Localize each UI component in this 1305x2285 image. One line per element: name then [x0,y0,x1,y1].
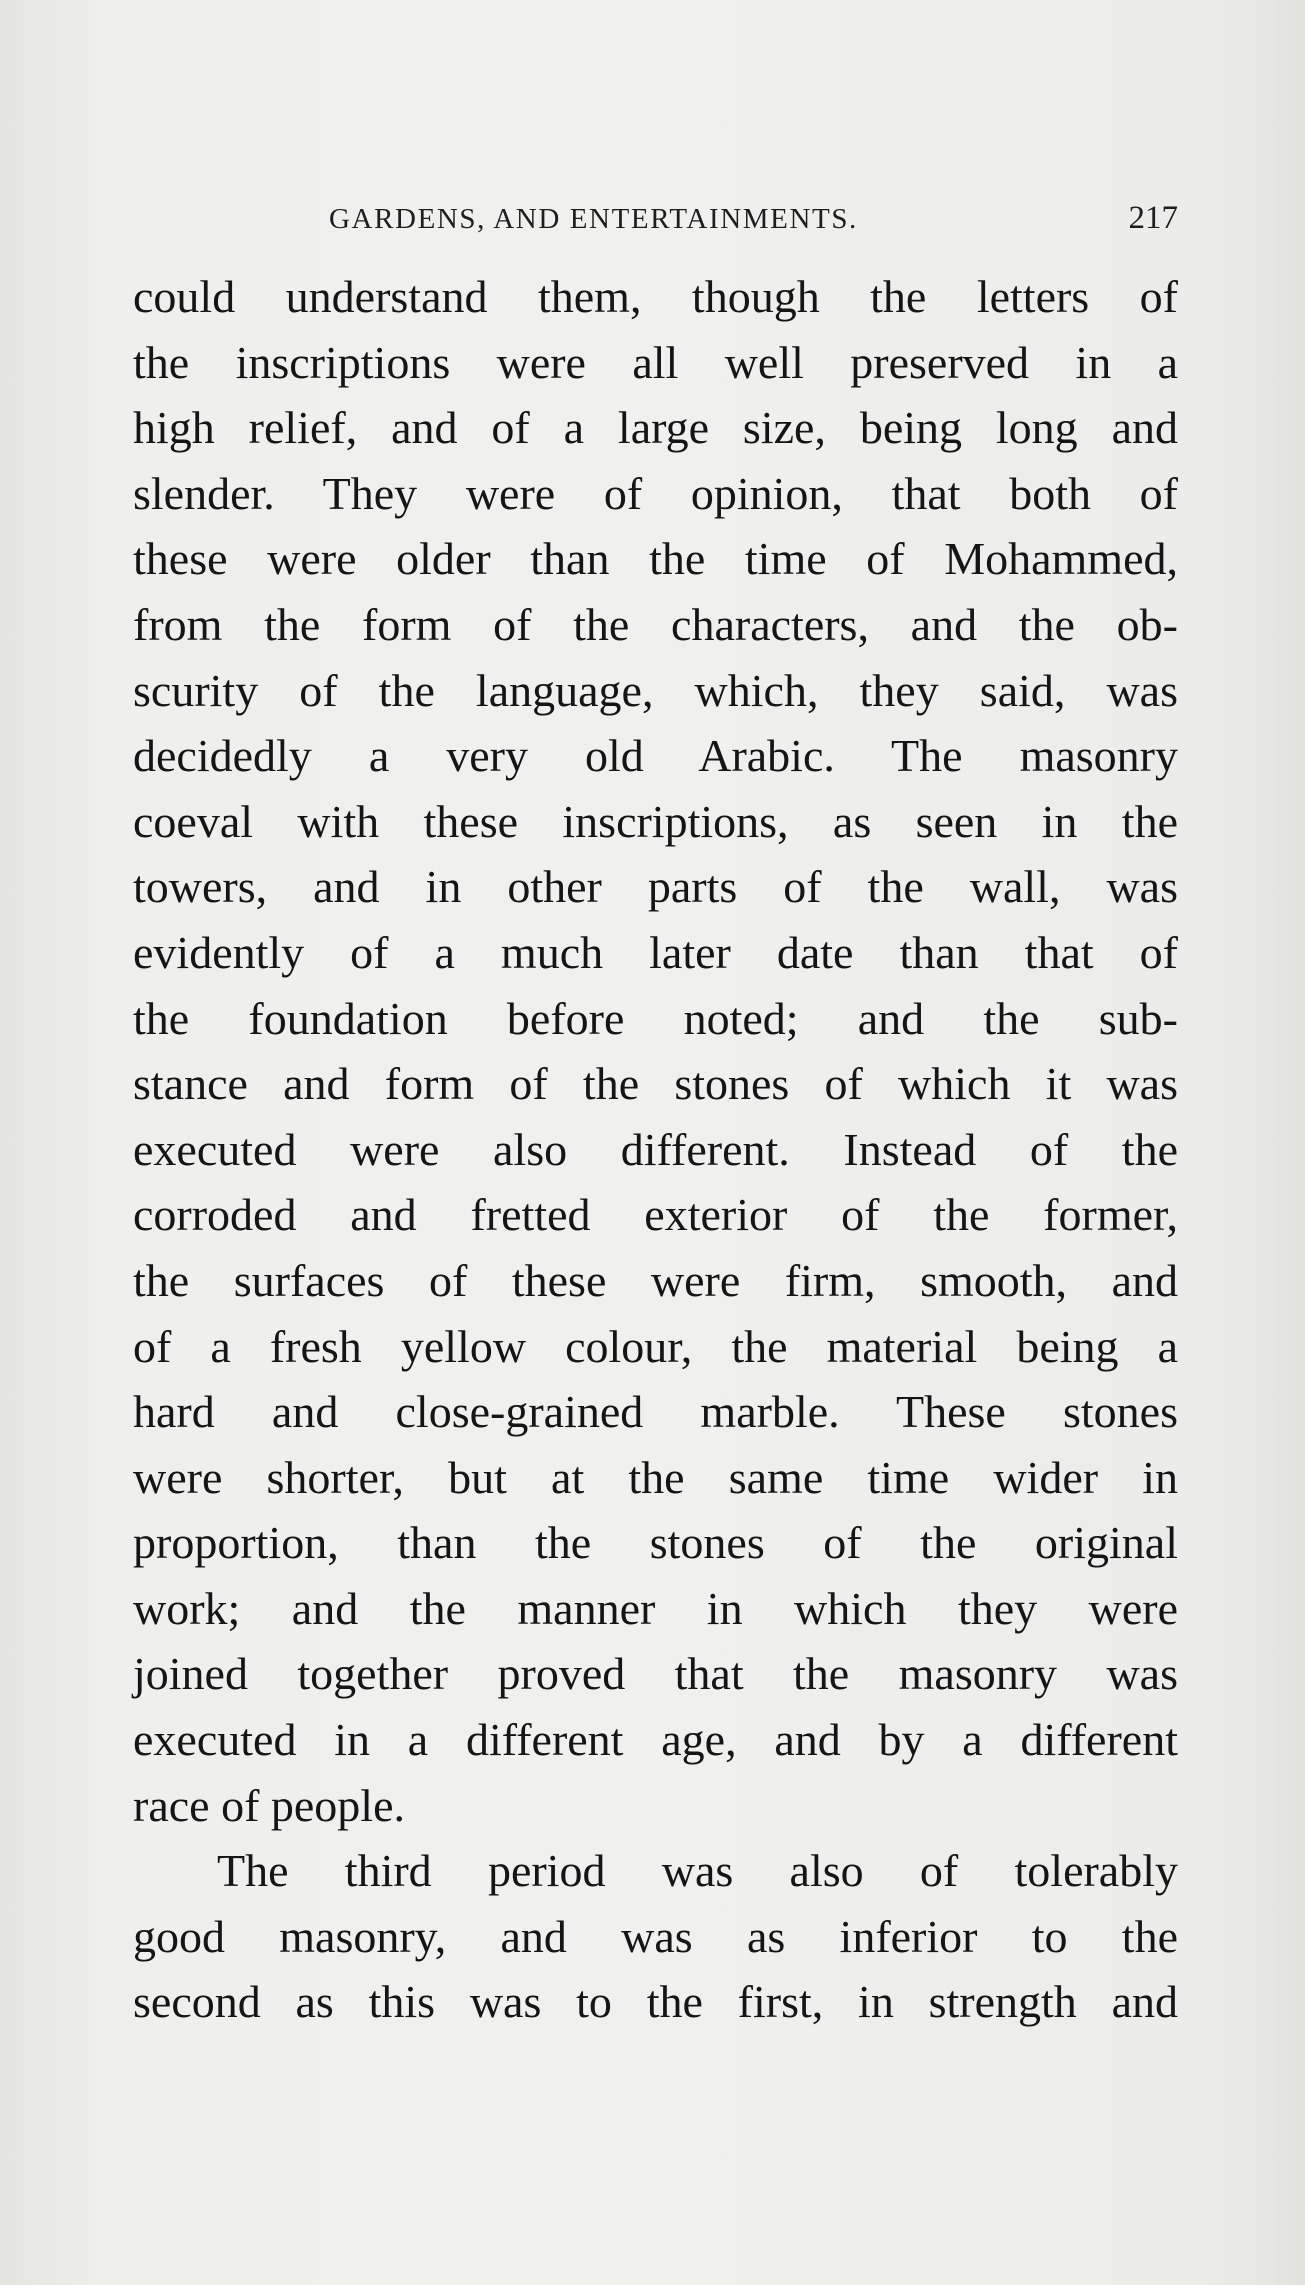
page-number: 217 [1128,200,1178,236]
text-line-21: work; and the manner in which they were [133,1582,1178,1634]
text-line-27: second as this was to the first, in strength and [133,1976,1178,2028]
text-line-3: high relief, and of a large size, being long and [133,402,1178,454]
text-line-5: these were older than the time of Mohammed, [133,533,1178,585]
text-line-14: executed were also different. Instead of the [133,1123,1178,1175]
text-line-20: proportion, than the stones of the original [133,1517,1178,1569]
text-line-26: good masonry, and was as inferior to the [133,1910,1178,1962]
text-line-13: stance and form of the stones of which it was [133,1058,1178,1110]
text-line-8: decidedly a very old Arabic. The masonry [133,730,1178,782]
text-line-1: could understand them, though the letters of [133,271,1178,322]
text-line-19: were shorter, but at the same time wider in [133,1451,1178,1503]
text-line-16: the surfaces of these were firm, smooth, and [133,1254,1178,1306]
text-line-17: of a fresh yellow colour, the material being a [133,1320,1178,1372]
text-line-11: evidently of a much later date than that of [133,926,1178,978]
text-line-12: the foundation before noted; and the sub- [133,992,1178,1044]
text-line-9: coeval with these inscriptions, as seen in the [133,795,1178,847]
body-text [133,264,1178,2035]
text-line-15: corroded and fretted exterior of the former, [133,1189,1178,1241]
text-line-23: executed in a different age, and by a different [133,1714,1178,1766]
text-line-6: from the form of the characters, and the ob- [133,598,1178,650]
running-head [133,200,1178,243]
text-line-18: hard and close-grained marble. These stones [133,1386,1178,1438]
text-line-2: the inscriptions were all well preserved in a [133,336,1178,388]
running-title: GARDENS, AND ENTERTAINMENTS. [329,203,858,235]
text-line-7: scurity of the language, which, they said, was [133,664,1178,716]
text-line-10: towers, and in other parts of the wall, was [133,861,1178,913]
text-line-22: joined together proved that the masonry was [133,1648,1178,1700]
paragraph-start-line: The third period was also of tolerably [217,1845,1178,1897]
text-line-4: slender. They were of opinion, that both of [133,467,1178,519]
text-line-24: race of people. [133,1779,406,1831]
